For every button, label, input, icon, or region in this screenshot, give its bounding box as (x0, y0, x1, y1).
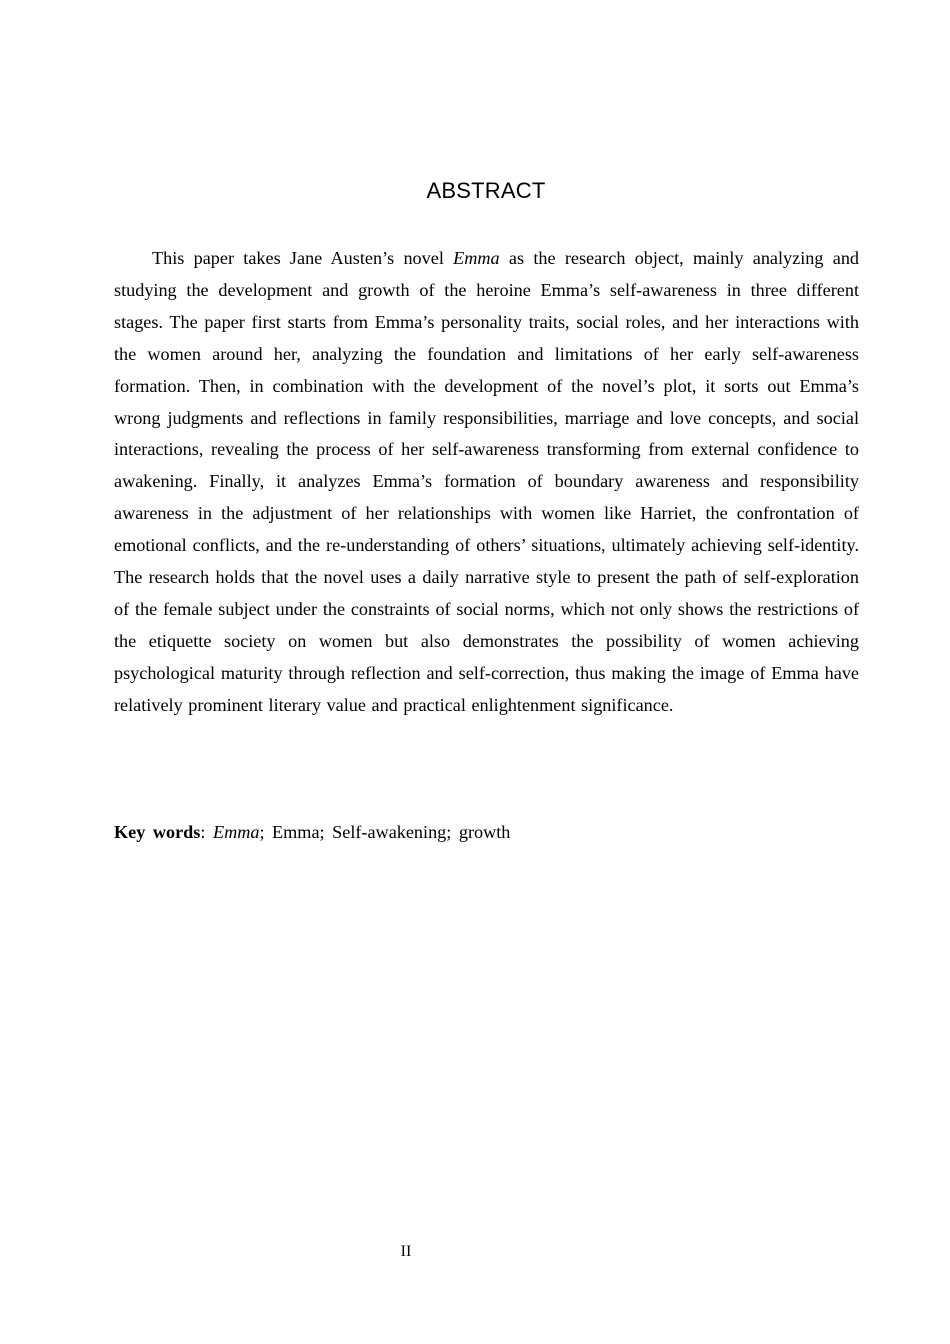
abstract-title: ABSTRACT (426, 178, 546, 203)
keywords-separator: : (200, 822, 213, 842)
keywords-line (114, 817, 859, 849)
keyword-emma-italic: Emma (212, 822, 260, 842)
novel-title-italic: Emma (453, 248, 500, 268)
abstract-paragraph (114, 243, 859, 722)
keywords-rest: ; Emma; Self-awakening; growth (259, 822, 511, 842)
page-number: II (400, 1243, 412, 1260)
abstract-text-start: This paper takes Jane Austen’s novel (152, 248, 454, 268)
keywords-label: Key words (114, 822, 201, 842)
abstract-text-rest: as the research object, mainly analyzing and studying the development and growth of the heroine Emma’s self-awareness in three different stages. The paper first starts from Emma’s personality traits, social roles, and her interactions with the women around her, analyzing the foundation and limitations of her early self-awareness formation. Then, in combination with the development of the novel’s plot, it sorts out Emma’s wrong judgments and reflections in family responsibilities, marriage and love concepts, and social interactions, revealing the process of her self-awareness transforming from external confidence to awakening. Finally, it analyzes Emma’s formation of boundary awareness and responsibility awareness in the adjustment of her relationships with women like Harriet, the confrontation of emotional conflicts, and the re-understanding of others’ situations, ultimately achieving self-identity. The research holds that the novel uses a daily narrative style to present the path of self-exploration of the female subject under the constraints of social norms, which not only shows the restrictions of the etiquette society on women but also demonstrates the possibility of women achieving psychological maturity through reflection and self-correction, thus making the image of Emma have relatively prominent literary value and practical enlightenment significance. (114, 248, 860, 715)
